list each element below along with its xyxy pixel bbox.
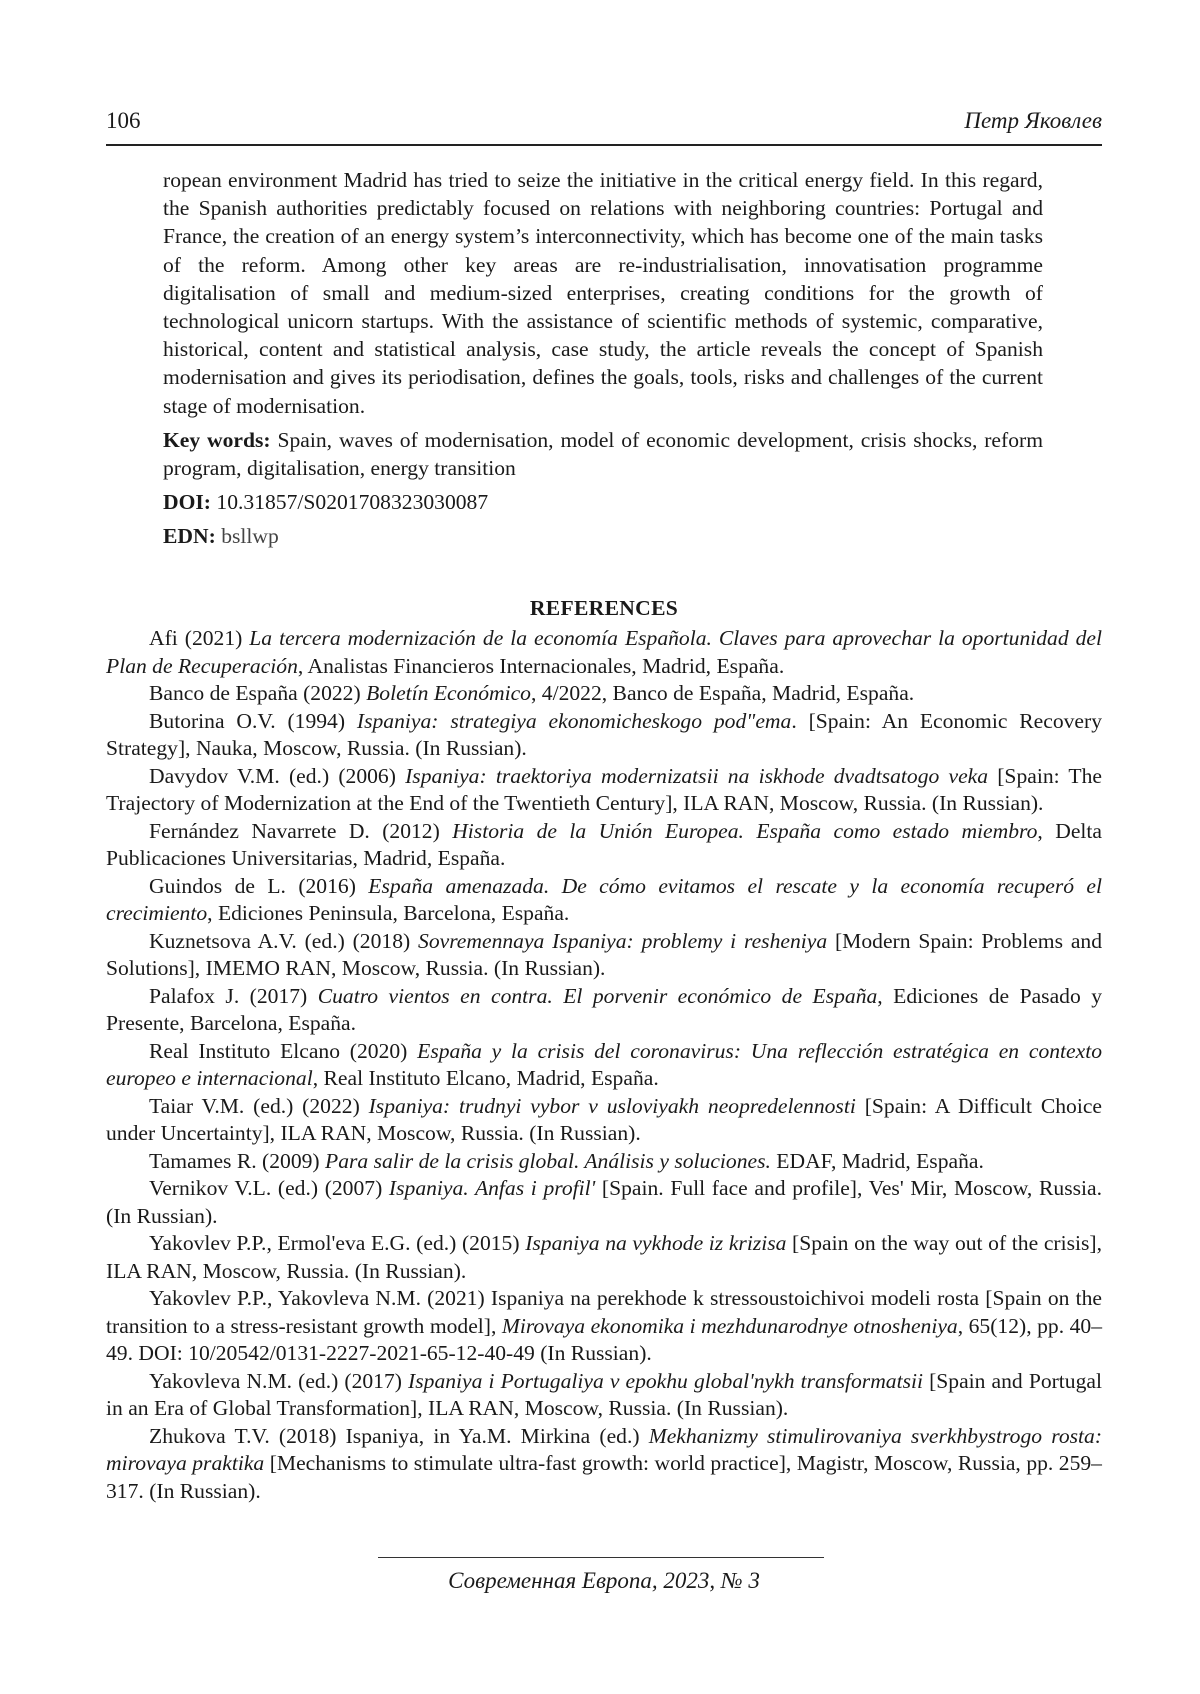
reference-item: Kuznetsova A.V. (ed.) (2018) Sovremennaya Ispaniya: problemy i resheniya [Modern Spain: Problems and Solutions], IMEMO RAN, Moscow, Russia. (In Russian).: [106, 928, 1102, 980]
edn-label: EDN:: [163, 524, 216, 549]
reference-item: Yakovlev P.P., Yakovleva N.M. (2021) Ispaniya na perekhode k stressoustoichivoi modeli rosta [Spain on the transition to a stress-resistant growth model], Mirovaya ekonomika i mezhdunarodnye otnosheniya, 65(12), pp. 40–49. DOI: 10/20542/0131-2227-2021-65-12-40-49 (In Russian).: [106, 1286, 1103, 1365]
keywords-text: Spain, waves of modernisation, model of economic development, crisis shocks, reform program, digitalisation, energy transition: [163, 427, 1043, 481]
reference-item: Zhukova T.V. (2018) Ispaniya, in Ya.M. Mirkina (ed.) Mekhanizmy stimulirovaniya sverkhbystrogo rosta: mirovaya praktika [Mechanisms to stimulate ultra-fast growth: world practice], Magistr, Moscow, Russia, pp. 259–317. (In Russian).: [106, 1423, 1103, 1503]
references-list: [106, 625, 1102, 1505]
page-header: [106, 104, 1102, 146]
doi-value: 10.31857/S0201708323030087: [216, 490, 489, 515]
reference-item: Guindos de L. (2016) España amenazada. De cómo evitamos el rescate y la economía recuperó el crecimiento, Ediciones Peninsula, Barcelona, España.: [106, 873, 1102, 925]
page-number: 106: [106, 108, 141, 133]
reference-item: Taiar V.M. (ed.) (2022) Ispaniya: trudnyi vybor v usloviyakh neopredelennosti [Spain: A Difficult Choice under Uncertainty], ILA RAN, Moscow, Russia. (In Russian).: [106, 1093, 1102, 1145]
keywords-label: Key words:: [163, 427, 271, 452]
footer-divider: [378, 1557, 824, 1558]
edn-line: [163, 522, 1043, 550]
references-heading: REFERENCES: [529, 596, 679, 620]
reference-item: Vernikov V.L. (ed.) (2007) Ispaniya. Anfas i profil' [Spain. Full face and profile], Ves' Mir, Moscow, Russia. (In Russian).: [106, 1176, 1102, 1228]
reference-item: Yakovlev P.P., Ermol'eva E.G. (ed.) (2015) Ispaniya na vykhode iz krizisa [Spain on the way out of the crisis], ILA RAN, Moscow, Russia. (In Russian).: [106, 1231, 1102, 1283]
edn-value: bsllwp: [221, 524, 279, 549]
reference-item: Palafox J. (2017) Cuatro vientos en contra. El porvenir económico de España, Ediciones de Pasado y Presente, Barcelona, España.: [106, 983, 1103, 1035]
reference-item: Butorina O.V. (1994) Ispaniya: strategiya ekonomicheskogo pod"ema. [Spain: An Economic Recovery Strategy], Nauka, Moscow, Russia. (In Russian).: [106, 708, 1102, 760]
reference-item: Afi (2021) La tercera modernización de la economía Española. Claves para aprovechar la oportunidad del Plan de Recuperación, Analistas Financieros Internacionales, Madrid, España.: [106, 626, 1102, 678]
reference-item: Yakovleva N.M. (ed.) (2017) Ispaniya i Portugaliya v epokhu global'nykh transformatsii [Spain and Portugal in an Era of Global Transformation], ILA RAN, Moscow, Russia. (In Russian).: [106, 1368, 1102, 1420]
keywords-line: [163, 426, 1043, 482]
doi-label: DOI:: [163, 490, 211, 515]
abstract-text: ropean environment Madrid has tried to seize the initiative in the critical energy field. In this regard, the Spanish authorities predictably focused on relations with neighboring countries: Portugal and France, the creation of an energy system’s interconnectivity, which has become one of the main tasks of the reform. Among other key areas are re-industrialisation, innovatisation programme digitalisation of small and medium-sized enterprises, creating conditions for the growth of technological unicorn startups. With the assistance of scientific methods of systemic, comparative, historical, content and statistical analysis, case study, the article reveals the concept of Spanish modernisation and gives its periodisation, defines the goals, tools, risks and challenges of the current stage of modernisation.: [163, 168, 1043, 418]
reference-item: Banco de España (2022) Boletín Económico, 4/2022, Banco de España, Madrid, España.: [149, 681, 915, 705]
doi-line: [163, 488, 1043, 516]
reference-item: Real Instituto Elcano (2020) España y la crisis del coronavirus: Una reflección estratégica en contexto europeo e internacional, Real Instituto Elcano, Madrid, España.: [106, 1038, 1103, 1090]
reference-item: Fernández Navarrete D. (2012) Historia de la Unión Europea. España como estado miembro, Delta Publicaciones Universitarias, Madrid, España.: [106, 818, 1102, 870]
reference-item: Tamames R. (2009) Para salir de la crisis global. Análisis y soluciones. EDAF, Madrid, España.: [149, 1148, 984, 1173]
running-head-author: Петр Яковлев: [964, 108, 1102, 133]
journal-footer: Современная Европа, 2023, № 3: [448, 1568, 760, 1593]
abstract-block: [163, 166, 1043, 551]
reference-item: Davydov V.M. (ed.) (2006) Ispaniya: traektoriya modernizatsii na iskhode dvadtsatogo veka [Spain: The Trajectory of Modernization at the End of the Twentieth Century], ILA RAN, Moscow, Russia. (In Russian).: [106, 763, 1103, 815]
